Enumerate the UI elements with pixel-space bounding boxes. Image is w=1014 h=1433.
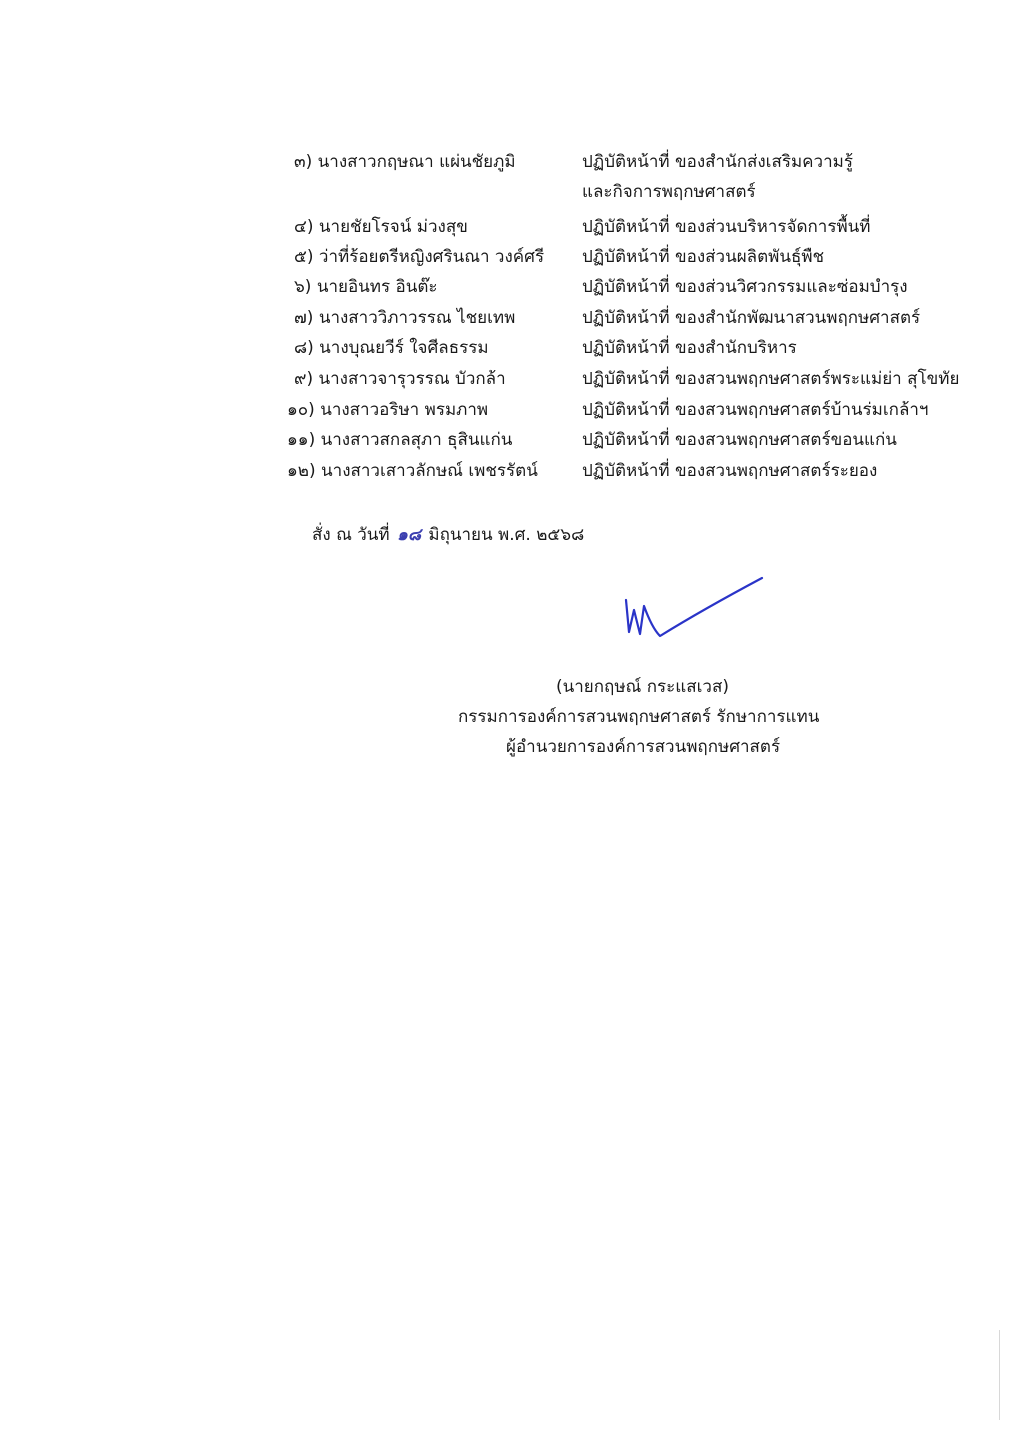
person-name: ๙) นางสาวจารุวรรณ บัวกล้า: [294, 369, 506, 389]
duty-text: ปฏิบัติหน้าที่ ของสวนพฤกษศาสตร์ขอนแก่น: [582, 430, 897, 450]
person-name: ๑๐) นางสาวอริษา พรมภาพ: [287, 400, 489, 420]
person-name: ๑๑) นางสาวสกลสุภา ธุสินแก่น: [287, 430, 513, 450]
person-name: ๕) ว่าที่ร้อยตรีหญิงศรินณา วงค์ศรี: [294, 247, 545, 267]
duty-text: ปฏิบัติหน้าที่ ของสำนักพัฒนาสวนพฤกษศาสตร์: [582, 308, 921, 328]
duty-text-continued: และกิจการพฤกษศาสตร์: [582, 182, 756, 202]
order-date-line: [312, 520, 584, 550]
duty-text: ปฏิบัติหน้าที่ ของสวนพฤกษศาสตร์ระยอง: [582, 461, 878, 481]
duty-text: ปฏิบัติหน้าที่ ของส่วนผลิตพันธุ์พืช: [582, 247, 825, 267]
duty-text: ปฏิบัติหน้าที่ ของสวนพฤกษศาสตร์พระแม่ย่า สุโขทัย: [582, 369, 960, 389]
signer-name: (นายกฤษณ์ กระแสเวส): [556, 677, 729, 697]
duty-text: ปฏิบัติหน้าที่ ของสำนักบริหาร: [582, 338, 797, 358]
person-name: ๘) นางบุณยวีร์ ใจศีลธรรม: [294, 338, 489, 358]
scan-edge-line: [999, 1330, 1000, 1420]
order-date-suffix: มิถุนายน พ.ศ. ๒๕๖๘: [428, 525, 585, 545]
duty-text: ปฏิบัติหน้าที่ ของสวนพฤกษศาสตร์บ้านร่มเกล้าฯ: [582, 400, 929, 420]
signer-title-1: กรรมการองค์การสวนพฤกษศาสตร์ รักษาการแทน: [458, 707, 820, 727]
order-date-day: ๑๘: [397, 525, 421, 545]
person-name: ๗) นางสาววิภาวรรณ ไชยเทพ: [294, 308, 516, 328]
duty-text: ปฏิบัติหน้าที่ ของส่วนวิศวกรรมและซ่อมบำรุง: [582, 277, 908, 297]
duty-text: ปฏิบัติหน้าที่ ของส่วนบริหารจัดการพื้นที่: [582, 217, 871, 237]
duty-text: ปฏิบัติหน้าที่ ของสำนักส่งเสริมความรู้: [582, 152, 853, 172]
person-name: ๑๒) นางสาวเสาวลักษณ์ เพชรรัตน์: [287, 461, 538, 481]
person-name: ๓) นางสาวกฤษณา แผ่นชัยภูมิ: [294, 152, 516, 172]
handwritten-signature: [612, 570, 772, 660]
order-date-prefix: สั่ง ณ วันที่: [312, 525, 390, 545]
signer-title-2: ผู้อำนวยการองค์การสวนพฤกษศาสตร์: [506, 737, 781, 757]
person-name: ๔) นายชัยโรจน์ ม่วงสุข: [294, 217, 468, 237]
person-name: ๖) นายอินทร อินต๊ะ: [294, 277, 438, 297]
